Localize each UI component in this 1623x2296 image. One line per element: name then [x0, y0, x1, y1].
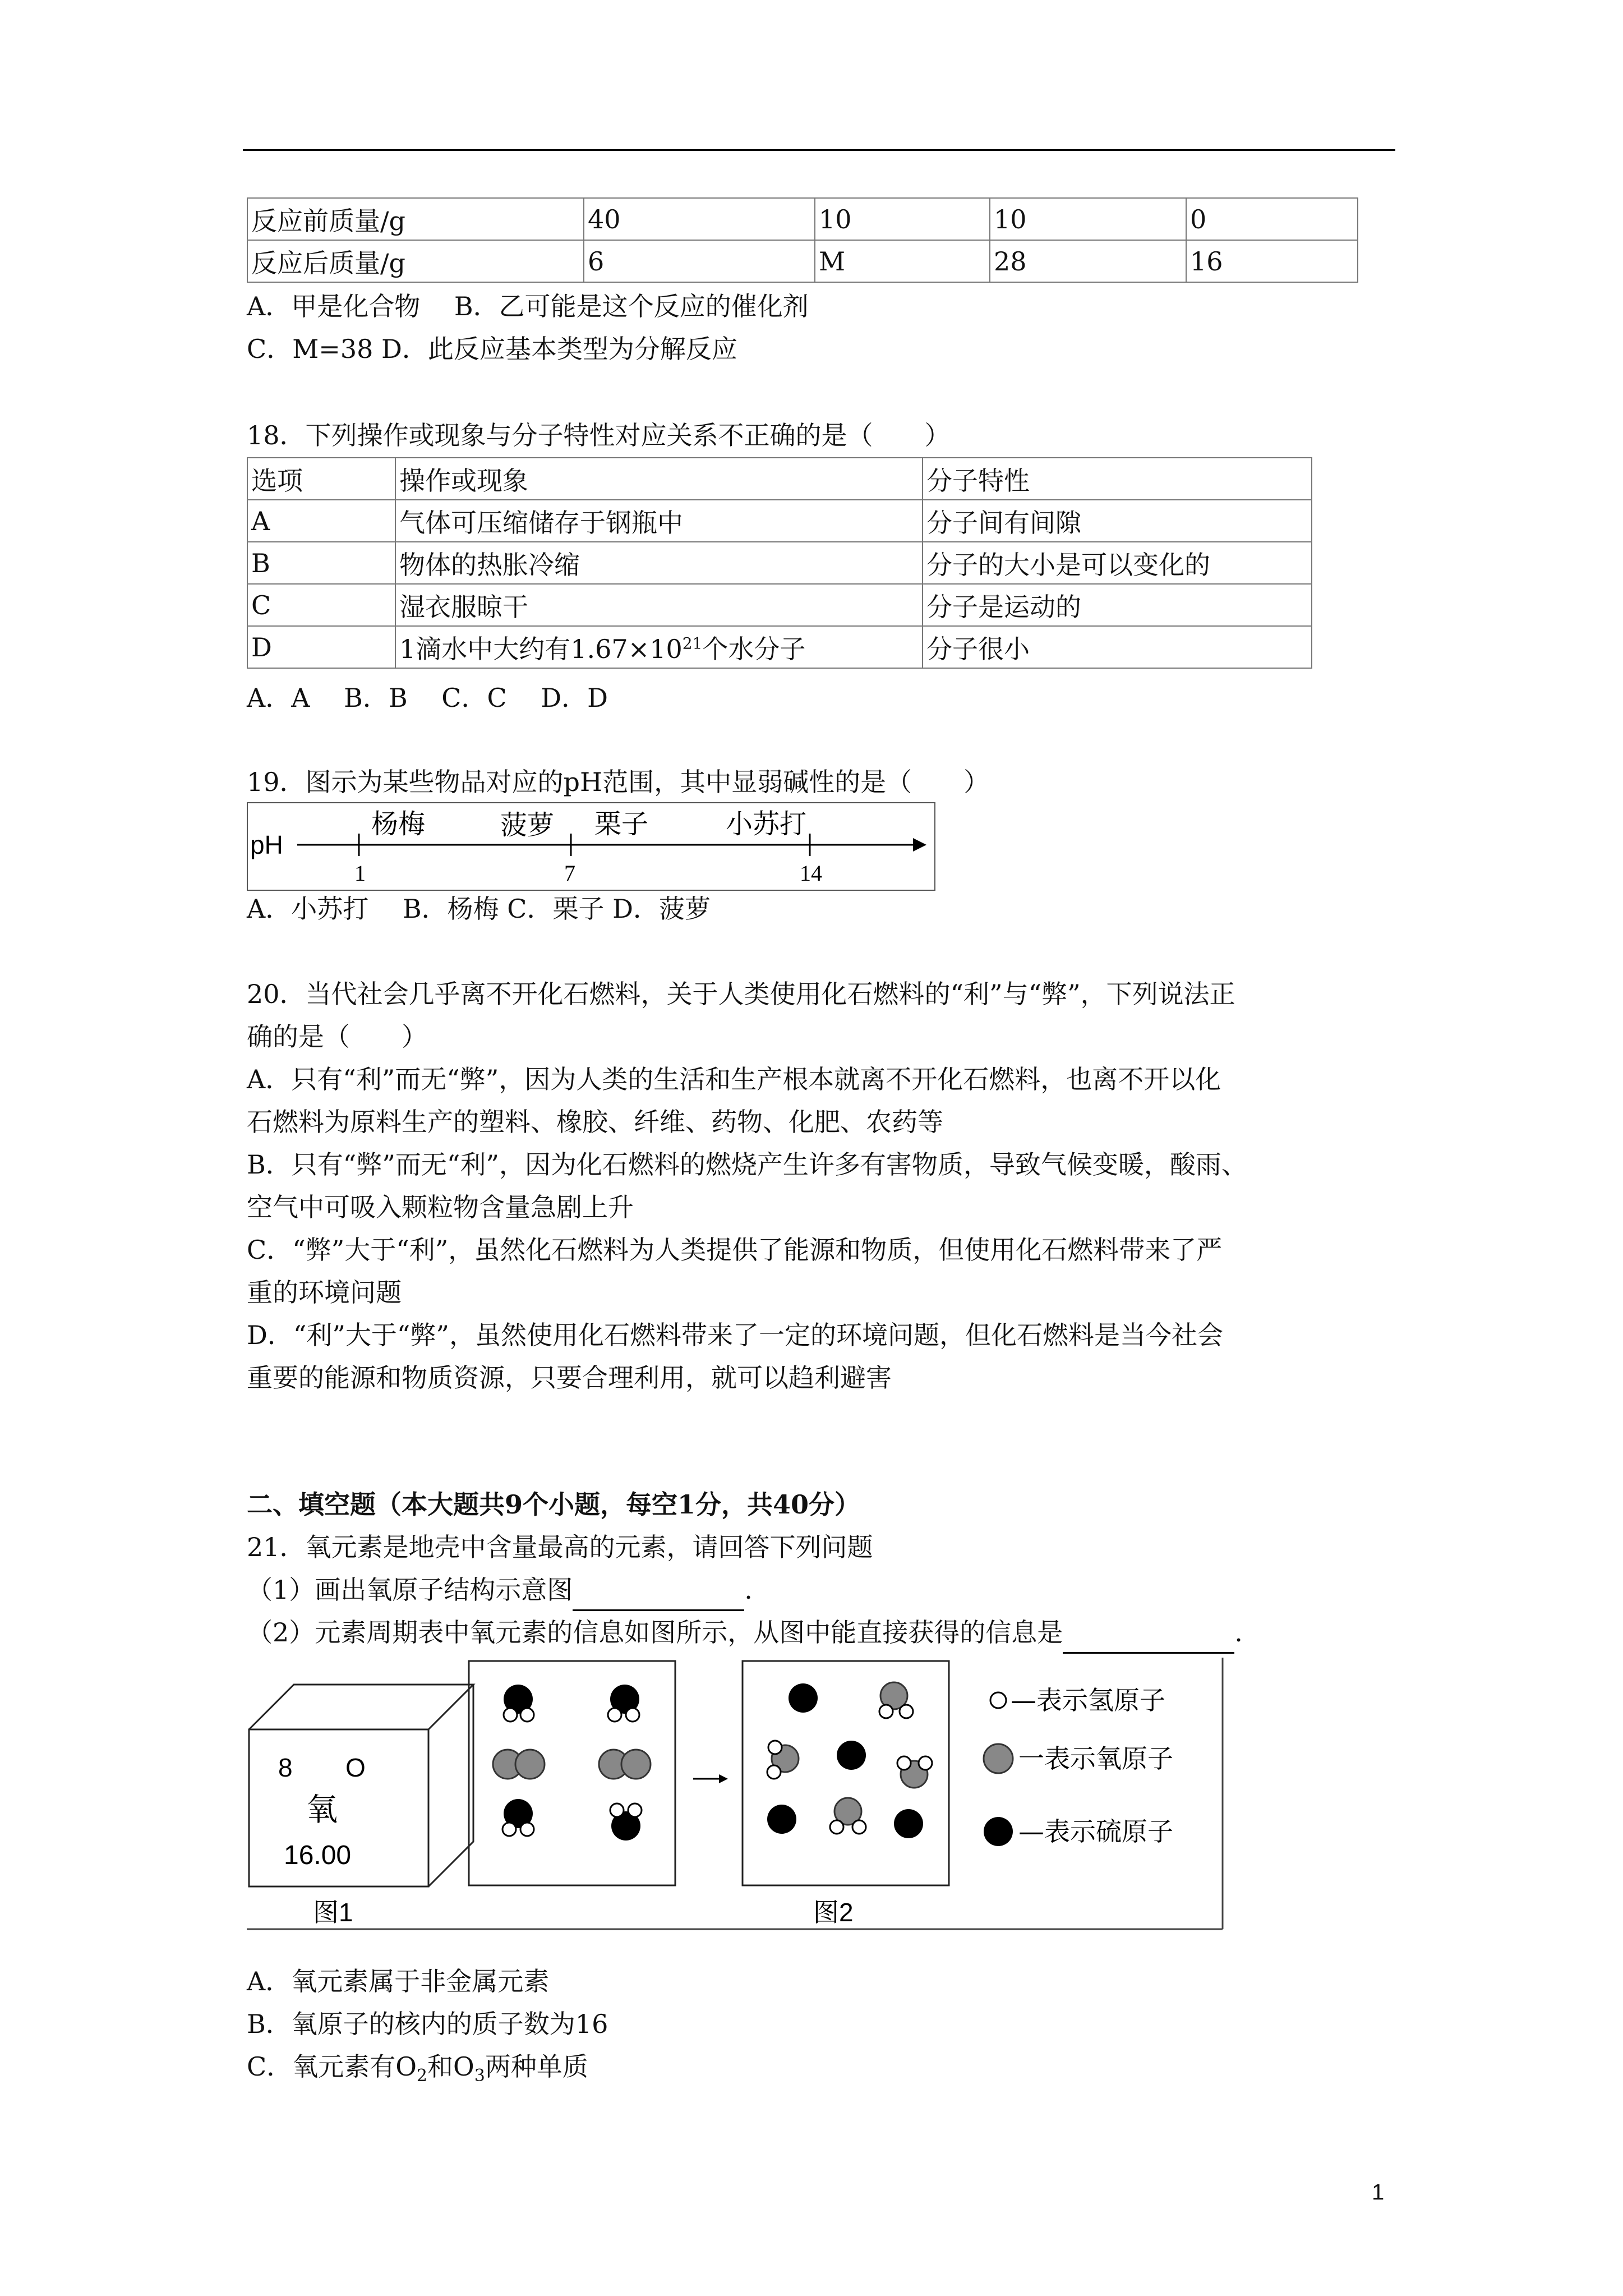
- tick-label: 14: [800, 861, 822, 886]
- option-text: 两种单质: [485, 2051, 588, 2082]
- molecule-h2o: [830, 1798, 866, 1834]
- table-cell: 反应后质量/g: [247, 240, 584, 282]
- molecule-o2: [493, 1750, 545, 1779]
- part-text: （1）画出氧原子结构示意图: [247, 1575, 573, 1605]
- q17-options-ab: A．甲是化合物 B．乙可能是这个反应的催化剂: [247, 291, 809, 321]
- table-cell: M: [815, 240, 990, 282]
- periodic-cell-cube: [249, 1685, 473, 1887]
- table-cell: 分子很小: [923, 626, 1312, 668]
- sulfur-legend-icon: [984, 1817, 1013, 1846]
- exponent: 21: [682, 634, 703, 653]
- header-rule: [243, 149, 1395, 151]
- table-row: [247, 198, 1358, 240]
- table-cell: 分子间有间隙: [923, 500, 1312, 542]
- table-cell: 湿衣服晾干: [395, 584, 923, 626]
- table-cell: 物体的热胀冷缩: [395, 542, 923, 584]
- element-symbol: O: [345, 1753, 366, 1782]
- item-label: 菠萝: [500, 809, 555, 841]
- q19-stem: 19．图示为某些物品对应的pH范围，其中显弱碱性的是（ ）: [247, 767, 990, 797]
- q20-option-a: A．只有“利”而无“弊”，因为人类的生活和生产根本就离不开化石燃料，也离不开以化: [247, 1064, 1221, 1094]
- q18-stem: 18．下列操作或现象与分子特性对应关系不正确的是（ ）: [247, 420, 951, 450]
- cell-text: 1滴水中大约有1.67×10: [399, 633, 683, 664]
- atomic-mass: 16.00: [284, 1841, 352, 1870]
- cell-text: 个水分子: [702, 633, 806, 664]
- part-text: （2）元素周期表中氧元素的信息如图所示，从图中能直接获得的信息是: [247, 1617, 1063, 1648]
- q21-part1: [247, 1568, 753, 1611]
- ph-axis-label: pH: [250, 830, 283, 859]
- table-cell: 0: [1186, 198, 1358, 240]
- q19-options: A．小苏打 B．杨梅 C．栗子 D．菠萝: [247, 894, 711, 924]
- q20-option-c: C．“弊”大于“利”，虽然化石燃料为人类提供了能源和物质，但使用化石燃料带来了严: [247, 1235, 1223, 1265]
- table-cell: 分子的大小是可以变化的: [923, 542, 1312, 584]
- table-row: [247, 542, 1312, 584]
- legend-sulfur: —表示硫原子: [1018, 1816, 1173, 1847]
- period: .: [1234, 1617, 1243, 1648]
- page-number: 1: [1372, 2180, 1385, 2205]
- molecule-h2s: [504, 1685, 534, 1722]
- molecule-o2: [599, 1750, 651, 1779]
- q20-option-c-cont: 重的环境问题: [247, 1277, 402, 1308]
- sulfur-atom: [837, 1741, 866, 1770]
- molecule-h2s: [610, 1803, 642, 1841]
- q20-option-b-cont: 空气中可吸入颗粒物含量急剧上升: [247, 1192, 634, 1222]
- legend-oxygen: 一表示氧原子: [1018, 1743, 1173, 1774]
- oxygen-figure: [247, 1658, 1228, 1932]
- figure-caption: 图1: [313, 1898, 353, 1927]
- table-row: [247, 584, 1312, 626]
- item-label: 杨梅: [371, 808, 426, 840]
- molecule-h2o: [897, 1756, 932, 1788]
- sulfur-atom: [767, 1805, 796, 1834]
- q20-option-b: B．只有“弊”而无“利”，因为化石燃料的燃烧产生许多有害物质，导致气候变暖，酸雨、: [247, 1149, 1247, 1180]
- q20-option-d: D．“利”大于“弊”，虽然使用化石燃料带来了一定的环境问题，但化石燃料是当今社会: [247, 1320, 1223, 1350]
- molecule-h2o: [767, 1741, 799, 1779]
- table-row: [247, 626, 1312, 668]
- hydrogen-legend-icon: [990, 1692, 1006, 1708]
- subscript: 3: [474, 2066, 485, 2086]
- subscript: 2: [416, 2066, 428, 2086]
- q20-option-d-cont: 重要的能源和物质资源，只要合理利用，就可以趋利避害: [247, 1363, 892, 1393]
- table-cell: 反应前质量/g: [247, 198, 584, 240]
- q17-options-cd: C．M=38 D．此反应基本类型为分解反应: [247, 334, 737, 364]
- table-cell: 28: [990, 240, 1186, 282]
- table-cell: 10: [990, 198, 1186, 240]
- table-cell: [395, 626, 923, 668]
- period: .: [744, 1575, 753, 1605]
- table-header: 操作或现象: [395, 458, 923, 500]
- sulfur-atom: [789, 1683, 818, 1713]
- table-cell: 气体可压缩储存于钢瓶中: [395, 500, 923, 542]
- table-cell: 分子是运动的: [923, 584, 1312, 626]
- element-name: 氧: [306, 1792, 338, 1828]
- item-label: 栗子: [594, 808, 649, 840]
- answer-blank[interactable]: [573, 1579, 744, 1611]
- molecule-property-table: [247, 457, 1312, 669]
- option-text: C．氧元素有O: [247, 2051, 417, 2082]
- q18-options: A．A B．B C．C D．D: [247, 683, 608, 713]
- item-label: 小苏打: [726, 808, 807, 840]
- molecule-h2s: [502, 1799, 534, 1836]
- table-cell: 40: [584, 198, 815, 240]
- arrow-head-icon: [719, 1774, 728, 1783]
- option-text: 和O: [427, 2051, 474, 2082]
- arrow-head-icon: [913, 838, 926, 852]
- tick-label: 7: [564, 861, 575, 886]
- molecule-h2s: [608, 1685, 639, 1722]
- table-row: [247, 458, 1312, 500]
- q21-stem: 21．氧元素是地壳中含量最高的元素，请回答下列问题: [247, 1532, 873, 1562]
- table-cell: B: [247, 542, 395, 584]
- table-header: 分子特性: [923, 458, 1312, 500]
- q21-part2: [247, 1611, 1243, 1654]
- figure-caption: 图2: [813, 1898, 854, 1927]
- table-header: 选项: [247, 458, 395, 500]
- table-cell: 6: [584, 240, 815, 282]
- ph-scale-figure: [247, 802, 937, 892]
- q21-option-b: B．氧原子的核内的质子数为16: [247, 2009, 608, 2039]
- table-cell: 16: [1186, 240, 1358, 282]
- table-cell: D: [247, 626, 395, 668]
- q20-option-a-cont: 石燃料为原料生产的塑料、橡胶、纤维、药物、化肥、农药等: [247, 1107, 943, 1137]
- section-title: 二、填空题（本大题共9个小题，每空1分，共40分）: [247, 1489, 861, 1520]
- table-cell: 10: [815, 198, 990, 240]
- q21-option-a: A．氧元素属于非金属元素: [247, 1966, 550, 1996]
- table-cell: C: [247, 584, 395, 626]
- q20-stem-line1: 20．当代社会几乎离不开化石燃料，关于人类使用化石燃料的“利”与“弊”，下列说法正: [247, 979, 1235, 1009]
- oxygen-legend-icon: [984, 1744, 1013, 1773]
- q20-stem-line2: 确的是（ ）: [247, 1022, 427, 1052]
- tick-label: 1: [354, 861, 366, 886]
- reaction-mass-table: [247, 197, 1358, 283]
- answer-blank[interactable]: [1063, 1622, 1234, 1654]
- sulfur-atom: [894, 1809, 923, 1838]
- legend-hydrogen: —表示氢原子: [1011, 1685, 1165, 1715]
- table-cell: A: [247, 500, 395, 542]
- table-row: [247, 500, 1312, 542]
- atomic-number: 8: [278, 1753, 293, 1782]
- table-row: [247, 240, 1358, 282]
- q21-option-c: [247, 2045, 588, 2097]
- molecule-h2o: [879, 1682, 913, 1718]
